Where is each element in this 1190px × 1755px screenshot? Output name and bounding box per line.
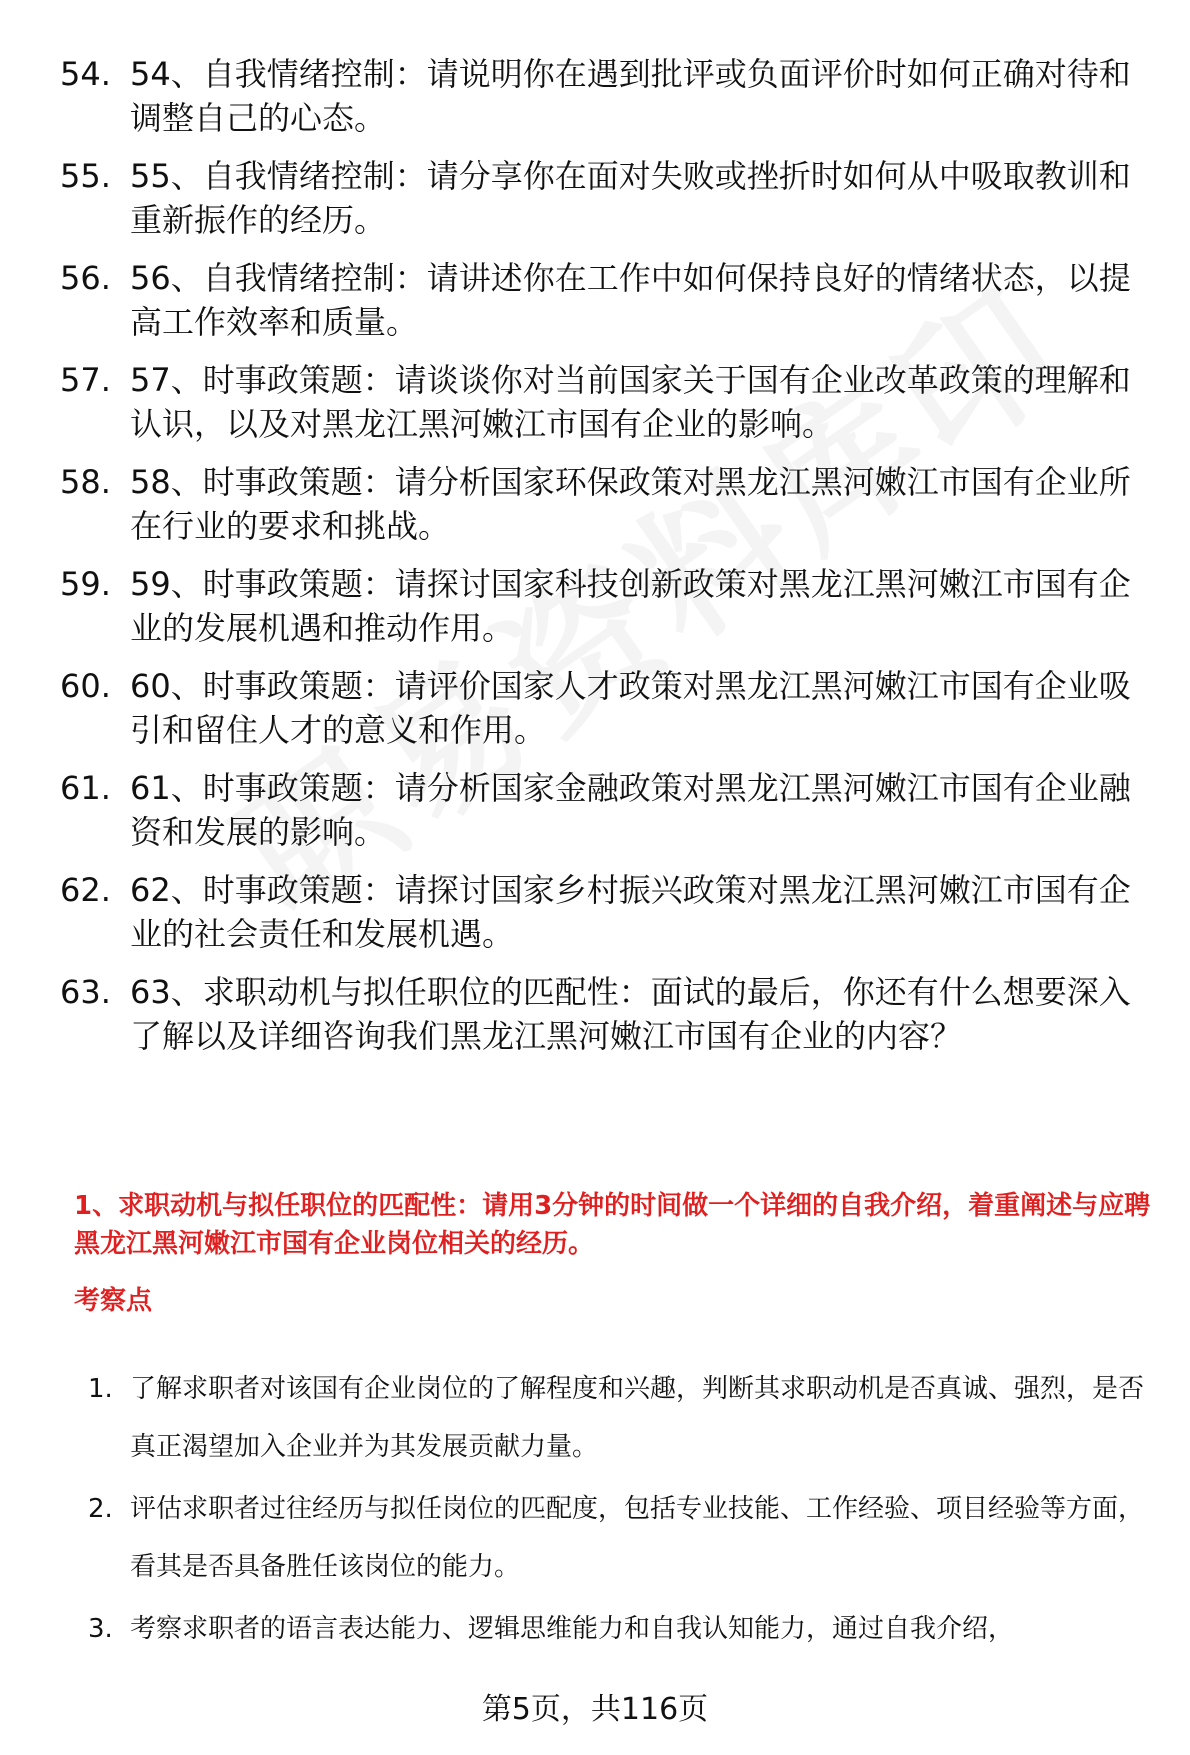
- point-number: 2.: [88, 1494, 113, 1524]
- assessment-point: [0, 1480, 1190, 1596]
- point-text: 评估求职者过往经历与拟任岗位的匹配度，包括专业技能、工作经验、项目经验等方面，看其是否具备胜任该岗位的能力。: [130, 1494, 1145, 1582]
- assessment-point: [0, 1360, 1190, 1476]
- point-number: 3.: [88, 1614, 113, 1644]
- assessment-point-list: [0, 1360, 1190, 1662]
- question-text: 59、时事政策题：请探讨国家科技创新政策对黑龙江黑河嫩江市国有企业的发展机遇和推动作用。: [130, 565, 1131, 647]
- question-list: [0, 52, 1190, 1072]
- page-number-footer: 第5页，共116页: [481, 1692, 709, 1727]
- point-text: 考察求职者的语言表达能力、逻辑思维能力和自我认知能力，通过自我介绍，: [130, 1614, 1015, 1644]
- question-item-54: [0, 52, 1190, 140]
- question-item-56: [0, 256, 1190, 344]
- question-item-61: [0, 766, 1190, 854]
- question-text: 58、时事政策题：请分析国家环保政策对黑龙江黑河嫩江市国有企业所在行业的要求和挑战。: [130, 463, 1131, 545]
- question-item-60: [0, 664, 1190, 752]
- question-number: 61.: [60, 769, 111, 807]
- question-item-57: [0, 358, 1190, 446]
- question-item-58: [0, 460, 1190, 548]
- question-number: 62.: [60, 871, 111, 909]
- question-number: 59.: [60, 565, 111, 603]
- question-text: 57、时事政策题：请谈谈你对当前国家关于国有企业改革政策的理解和认识，以及对黑龙江黑河嫩江市国有企业的影响。: [130, 361, 1131, 443]
- question-item-63: [0, 970, 1190, 1058]
- question-number: 60.: [60, 667, 111, 705]
- question-number: 63.: [60, 973, 111, 1011]
- assessment-point: [0, 1600, 1190, 1658]
- point-number: 1.: [88, 1374, 113, 1404]
- question-number: 57.: [60, 361, 111, 399]
- question-number: 54.: [60, 55, 111, 93]
- section-title: 考察点: [74, 1286, 153, 1316]
- question-item-62: [0, 868, 1190, 956]
- question-number: 58.: [60, 463, 111, 501]
- question-item-59: [0, 562, 1190, 650]
- highlighted-question: 1、求职动机与拟任职位的匹配性：请用3分钟的时间做一个详细的自我介绍，着重阐述与应聘黑龙江黑河嫩江市国有企业岗位相关的经历。: [74, 1191, 1151, 1259]
- question-text: 60、时事政策题：请评价国家人才政策对黑龙江黑河嫩江市国有企业吸引和留住人才的意义和作用。: [130, 667, 1131, 749]
- question-number: 56.: [60, 259, 111, 297]
- point-text: 了解求职者对该国有企业岗位的了解程度和兴趣，判断其求职动机是否真诚、强烈，是否真正渴望加入企业并为其发展贡献力量。: [130, 1374, 1145, 1462]
- question-item-55: [0, 154, 1190, 242]
- question-text: 55、自我情绪控制：请分享你在面对失败或挫折时如何从中吸取教训和重新振作的经历。: [130, 157, 1131, 239]
- question-text: 62、时事政策题：请探讨国家乡村振兴政策对黑龙江黑河嫩江市国有企业的社会责任和发展机遇。: [130, 871, 1131, 953]
- question-text: 54、自我情绪控制：请说明你在遇到批评或负面评价时如何正确对待和调整自己的心态。: [130, 55, 1131, 137]
- question-number: 55.: [60, 157, 111, 195]
- question-text: 61、时事政策题：请分析国家金融政策对黑龙江黑河嫩江市国有企业融资和发展的影响。: [130, 769, 1131, 851]
- question-text: 63、求职动机与拟任职位的匹配性：面试的最后，你还有什么想要深入了解以及详细咨询我们黑龙江黑河嫩江市国有企业的内容？: [130, 973, 1131, 1055]
- question-text: 56、自我情绪控制：请讲述你在工作中如何保持良好的情绪状态，以提高工作效率和质量。: [130, 259, 1131, 341]
